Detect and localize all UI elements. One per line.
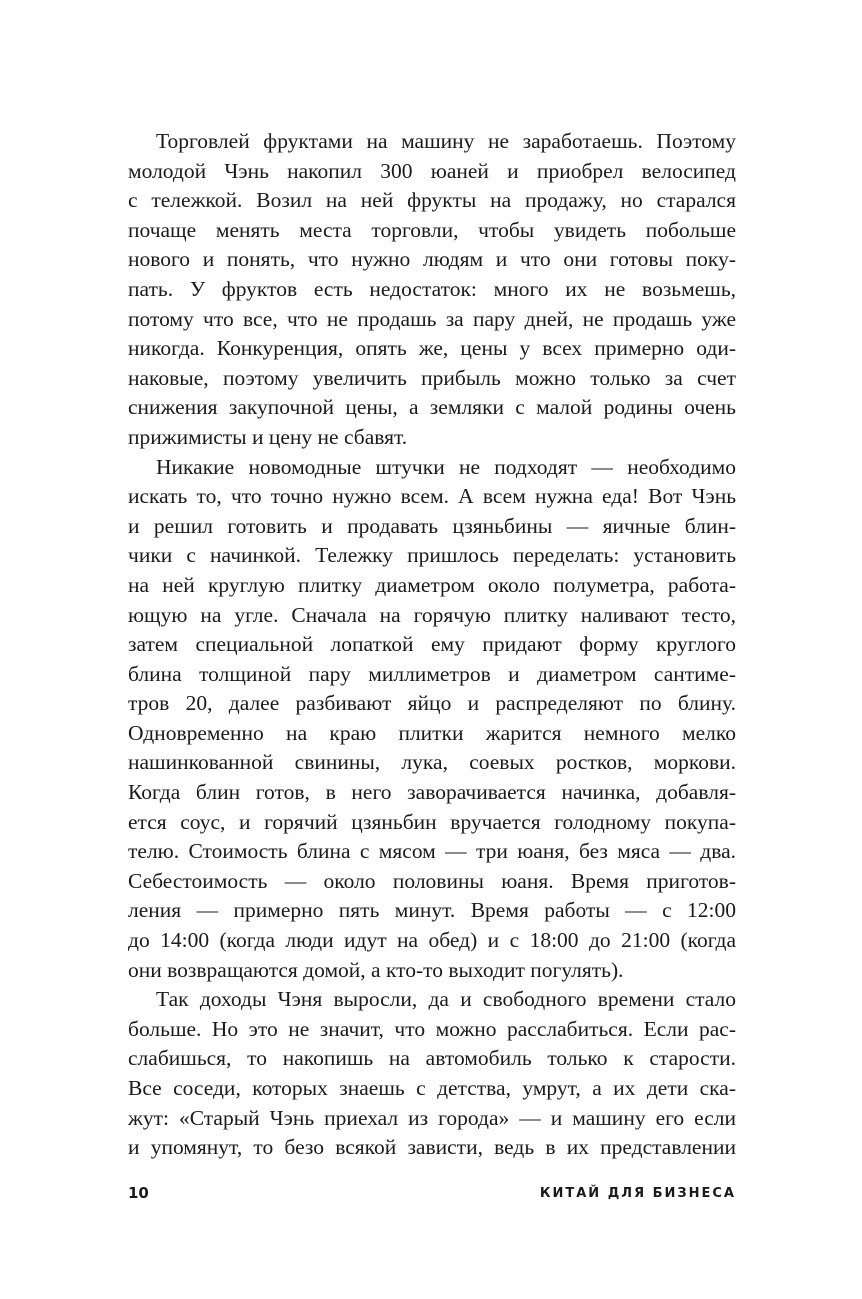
text-line: жут: «Старый Чэнь приехал из города» — и машину его если: [128, 1105, 736, 1130]
text-line: никогда. Конкуренция, опять же, цены у всех примерно оди-: [128, 336, 736, 361]
text-line: наковые, поэтому увеличить прибыль можно только за счет: [128, 365, 736, 390]
text-line: ется соус, и горячий цзяньбин вручается голодному покупа-: [128, 809, 736, 834]
paragraph: [128, 453, 736, 986]
text-line: на ней круглую плитку диаметром около полуметра, работа-: [128, 572, 736, 597]
text-line: блина толщиной пару миллиметров и диаметром сантиме-: [128, 661, 736, 686]
text-line: затем специальной лопаткой ему придают форму круглого: [128, 632, 736, 657]
paragraph: [128, 127, 736, 453]
text-line: почаще менять места торговли, чтобы увидеть побольше: [128, 217, 736, 242]
text-line: ющую на угле. Сначала на горячую плитку наливают тесто,: [128, 602, 736, 627]
text-line: Так доходы Чэня выросли, да и свободного времени стало: [156, 987, 736, 1012]
text-line: тров 20, далее разбивают яйцо и распределяют по блину.: [128, 691, 736, 716]
text-line: они возвращаются домой, а кто-то выходит погулять).: [128, 957, 624, 982]
paragraph: [128, 985, 736, 1163]
text-line: молодой Чэнь накопил 300 юаней и приобрел велосипед: [128, 158, 736, 183]
text-line: Торговлей фруктами на машину не заработаешь. Поэтому: [156, 129, 736, 153]
text-line: ления — примерно пять минут. Время работы — с 12:00: [128, 898, 736, 923]
text-line: слабишься, то накопишь на автомобиль только к старости.: [128, 1046, 736, 1071]
text-line: Одновременно на краю плитки жарится немного мелко: [128, 720, 736, 745]
text-line: больше. Но это не значит, что можно расслабиться. Если рас-: [128, 1016, 736, 1041]
body-text: [128, 127, 736, 1163]
text-line: телю. Стоимость блина с мясом — три юаня, без мяса — два.: [128, 839, 736, 864]
text-line: Никакие новомодные штучки не подходят — необходимо: [156, 454, 736, 479]
text-line: до 14:00 (когда люди идут на обед) и с 18:00 до 21:00 (когда: [128, 928, 736, 953]
text-line: искать то, что точно нужно всем. А всем нужна еда! Вот Чэнь: [128, 484, 736, 509]
text-line: чики с начинкой. Тележку пришлось переделать: установить: [128, 543, 736, 568]
text-line: потому что все, что не продашь за пару дней, не продашь уже: [128, 306, 736, 331]
page-number: 10: [128, 1184, 149, 1202]
text-line: пать. У фруктов есть недостаток: много их не возьмешь,: [128, 276, 736, 301]
text-line: Себестоимость — около половины юаня. Время приготов-: [128, 868, 736, 893]
text-line: прижимисты и цену не сбавят.: [128, 424, 408, 449]
text-line: с тележкой. Возил на ней фрукты на продажу, но старался: [128, 188, 736, 213]
page-footer: [128, 1184, 736, 1208]
text-line: снижения закупочной цены, а земляки с малой родины очень: [128, 395, 736, 420]
text-line: и решил готовить и продавать цзяньбины — яичные блин-: [128, 513, 736, 538]
text-line: и упомянут, то безо всякой зависти, ведь в их представлении: [128, 1135, 736, 1160]
text-line: нового и понять, что нужно людям и что они готовы поку-: [128, 247, 736, 272]
running-title: КИТАЙ ДЛЯ БИЗНЕСА: [539, 1186, 736, 1201]
text-line: Когда блин готов, в него заворачивается начинка, добавля-: [128, 780, 736, 805]
text-line: нашинкованной свинины, лука, соевых ростков, моркови.: [128, 750, 736, 775]
text-line: Все соседи, которых знаешь с детства, умрут, а их дети ска-: [128, 1076, 736, 1100]
